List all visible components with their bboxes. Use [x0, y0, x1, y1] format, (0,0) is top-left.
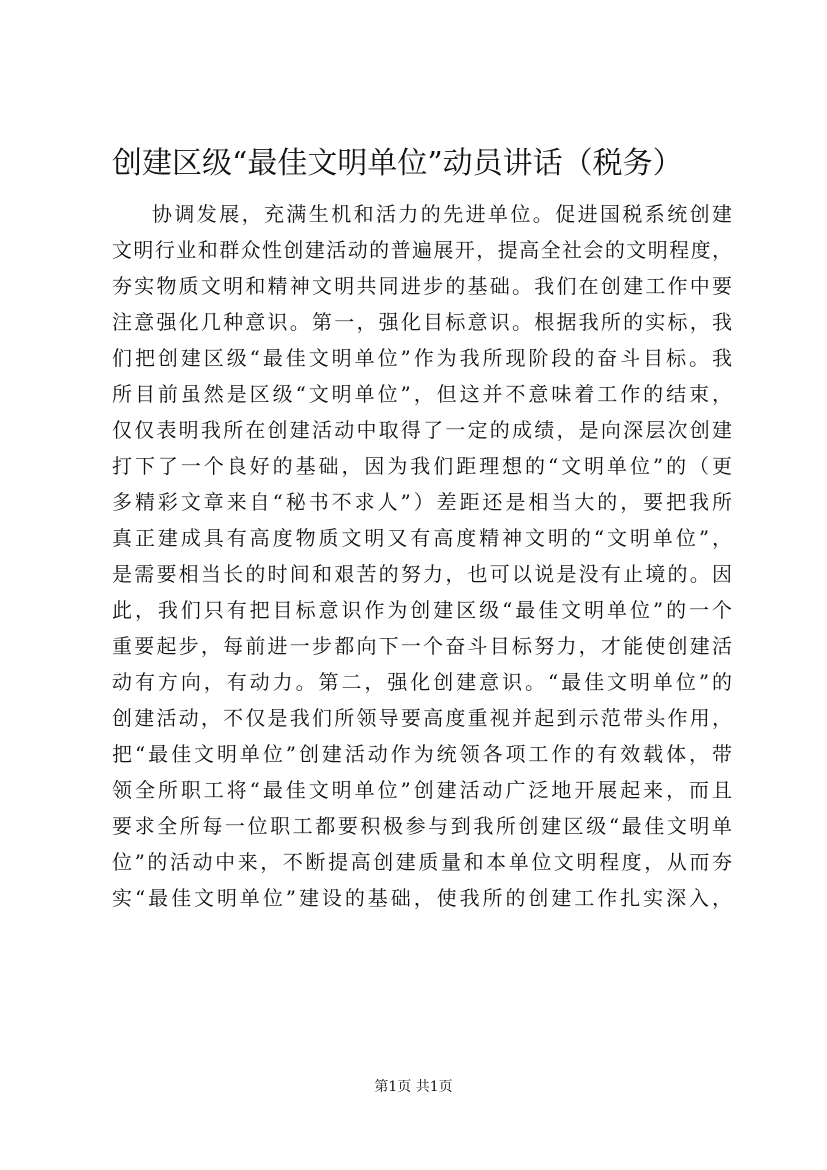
body-line: 多精彩文章来自“秘书不求人”）差距还是相当大的，要把我所	[112, 490, 732, 514]
document-body	[112, 196, 732, 916]
body-line: 把“最佳文明单位”创建活动作为统领各项工作的有效载体，带	[112, 742, 732, 766]
body-line: 注意强化几种意识。第一，强化目标意识。根据我所的实标，我	[112, 310, 732, 334]
body-line: 创建活动，不仅是我们所领导要高度重视并起到示范带头作用，	[112, 706, 732, 730]
body-line: 重要起步，每前进一步都向下一个奋斗目标努力，才能使创建活	[112, 634, 732, 658]
body-line: 实“最佳文明单位”建设的基础，使我所的创建工作扎实深入，	[112, 886, 732, 910]
body-line: 要求全所每一位职工都要积极参与到我所创建区级“最佳文明单	[112, 814, 732, 838]
body-line: 是需要相当长的时间和艰苦的努力，也可以说是没有止境的。因	[112, 562, 732, 586]
body-line: 夯实物质文明和精神文明共同进步的基础。我们在创建工作中要	[112, 274, 732, 298]
body-line: 此，我们只有把目标意识作为创建区级“最佳文明单位”的一个	[112, 598, 732, 622]
body-line: 打下了一个良好的基础，因为我们距理想的“文明单位”的（更	[112, 454, 732, 478]
body-line: 所目前虽然是区级“文明单位”，但这并不意味着工作的结束，	[112, 382, 732, 406]
page-number-footer: 第1页 共1页	[374, 1079, 453, 1095]
body-line: 领全所职工将“最佳文明单位”创建活动广泛地开展起来，而且	[112, 778, 732, 802]
body-line: 文明行业和群众性创建活动的普遍展开，提高全社会的文明程度，	[112, 238, 732, 262]
body-line: 仅仅表明我所在创建活动中取得了一定的成绩，是向深层次创建	[112, 418, 732, 442]
body-line: 动有方向，有动力。第二，强化创建意识。“最佳文明单位”的	[112, 670, 732, 694]
body-line: 真正建成具有高度物质文明又有高度精神文明的“文明单位”，	[112, 526, 732, 550]
body-line: 位”的活动中来，不断提高创建质量和本单位文明程度，从而夯	[112, 850, 732, 874]
body-line: 们把创建区级“最佳文明单位”作为我所现阶段的奋斗目标。我	[112, 346, 732, 370]
body-line: 协调发展，充满生机和活力的先进单位。促进国税系统创建	[152, 202, 732, 226]
document-title: 创建区级“最佳文明单位”动员讲话（税务）	[112, 146, 683, 181]
